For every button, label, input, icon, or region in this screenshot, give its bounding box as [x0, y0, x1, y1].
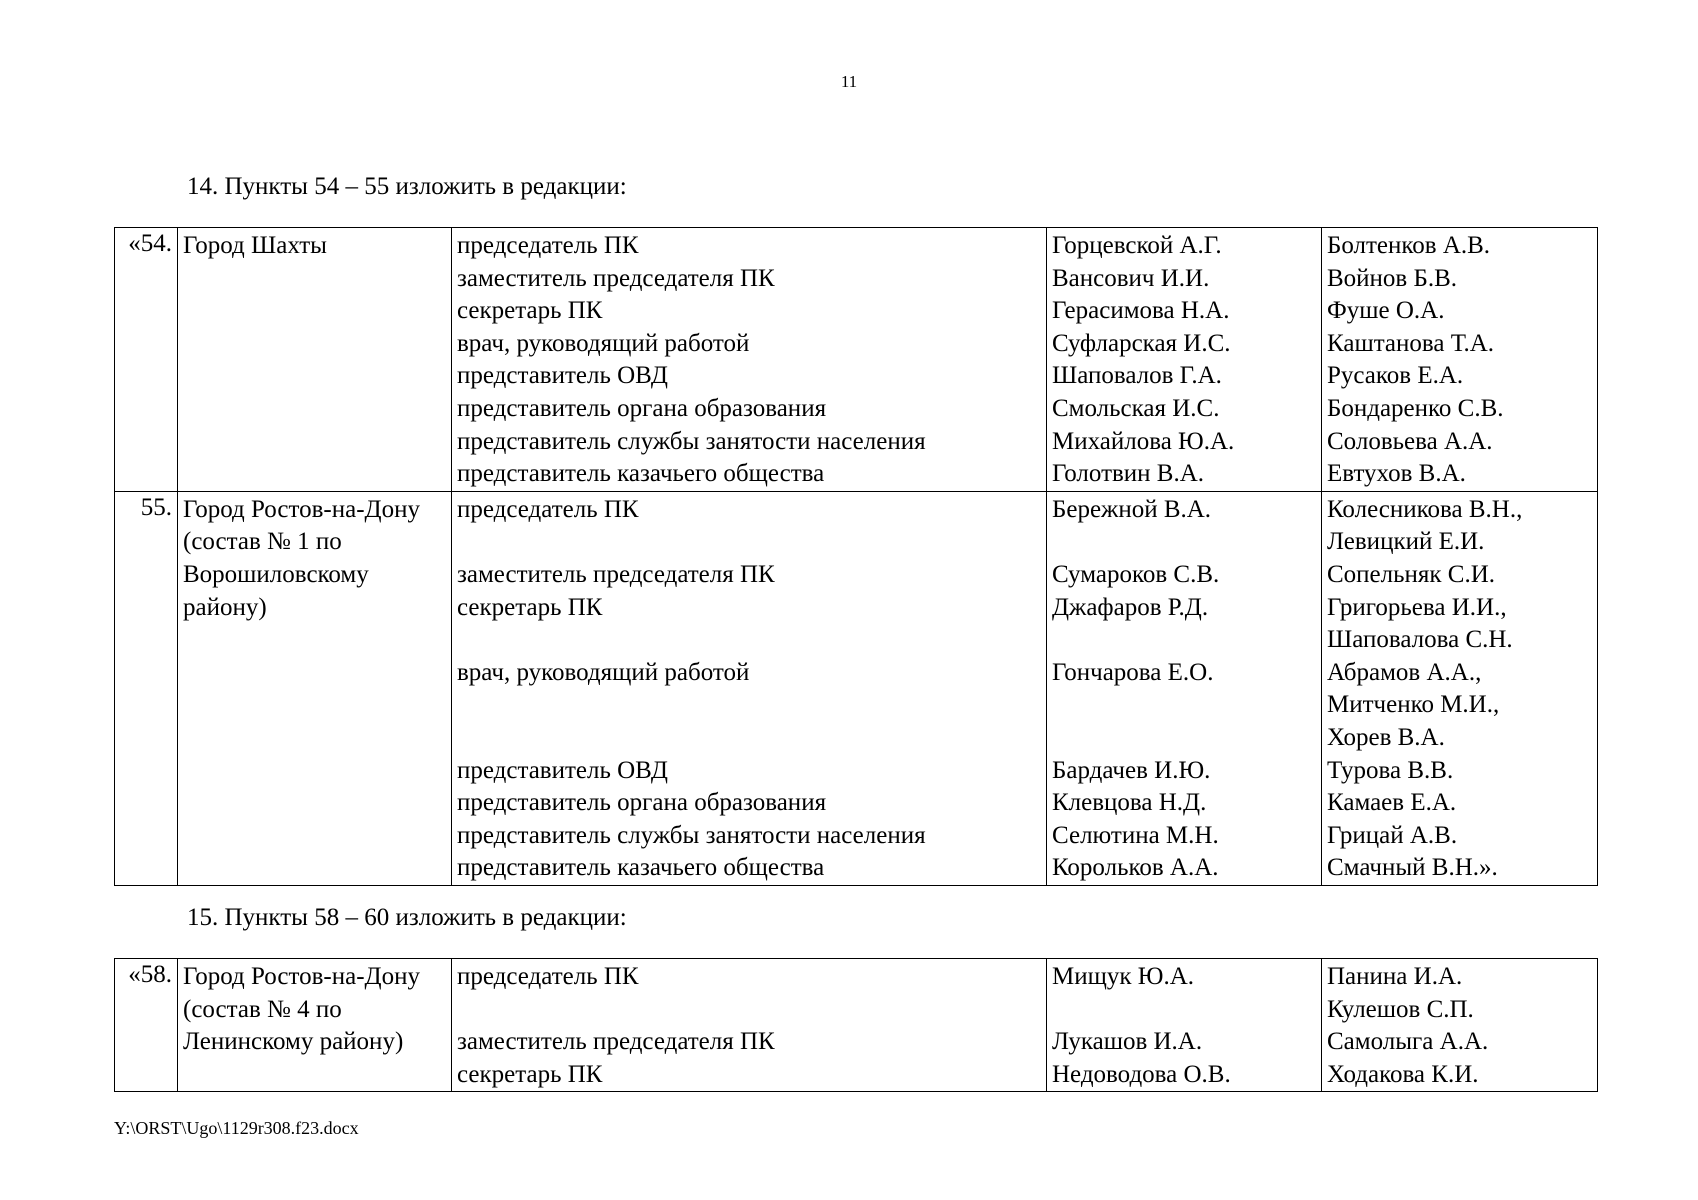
- role-text: представитель службы занятости населения: [457, 821, 926, 849]
- role-text: секретарь ПК: [457, 1060, 603, 1088]
- commission-table-1-body: [115, 228, 1598, 886]
- reserve-member: Камаев Е.А.: [1327, 789, 1457, 817]
- role-text: врач, руководящий работой: [457, 329, 750, 357]
- commission-table-2-body: [115, 959, 1598, 1092]
- main-member: Гончарова Е.О.: [1052, 658, 1214, 686]
- reserve-member: Войнов Б.В.: [1327, 264, 1458, 292]
- main-member: [1052, 624, 1316, 657]
- reserve-member: Шаповалова С.Н.: [1327, 626, 1513, 654]
- main-member: Шаповалов Г.А.: [1052, 362, 1222, 390]
- reserve-cell: [1322, 959, 1598, 1092]
- reserve-member: Панина И.А.: [1327, 963, 1463, 990]
- reserve-member: Самолыга А.А.: [1327, 1028, 1489, 1056]
- role-text: заместитель председателя ПК: [457, 560, 775, 588]
- city-cell: [178, 959, 452, 1092]
- item-number: «54.: [115, 228, 178, 492]
- role-text: секретарь ПК: [457, 297, 603, 325]
- reserve-member: Колесникова В.Н.,: [1327, 495, 1523, 523]
- role-text: [457, 722, 1041, 755]
- reserve-cell: [1322, 491, 1598, 885]
- role-text: представитель органа образования: [457, 394, 827, 422]
- main-member: Горцевской А.Г.: [1052, 232, 1222, 259]
- main-member: Лукашов И.А.: [1052, 1028, 1203, 1056]
- commission-row: [115, 959, 1598, 1092]
- main-member: Джафаров Р.Д.: [1052, 593, 1209, 621]
- item-number: 55.: [115, 491, 178, 885]
- role-text: секретарь ПК: [457, 593, 603, 621]
- role-text: представитель службы занятости населения: [457, 427, 926, 455]
- role-text: представитель органа образования: [457, 789, 827, 817]
- role-text: [457, 624, 1041, 657]
- reserve-member: Кулешов С.П.: [1327, 995, 1474, 1023]
- role-cell: [452, 228, 1047, 492]
- main-member: Недоводова О.В.: [1052, 1060, 1231, 1088]
- main-member: Смольская И.С.: [1052, 394, 1220, 422]
- reserve-member: Евтухов В.А.: [1327, 460, 1466, 488]
- role-text: председатель ПК: [457, 232, 639, 259]
- main-cell: [1047, 228, 1322, 492]
- reserve-member: Болтенков А.В.: [1327, 232, 1491, 259]
- city-name: Город Ростов-на-Дону (состав № 1 по Ворошиловскому району): [183, 495, 420, 621]
- reserve-member: Григорьева И.И.,: [1327, 593, 1507, 621]
- reserve-member: Турова В.В.: [1327, 756, 1454, 784]
- reserve-member: Грицай А.В.: [1327, 821, 1458, 849]
- main-member: [1052, 526, 1316, 559]
- commission-table-1: [114, 227, 1598, 886]
- section-14-heading: 14. Пункты 54 – 55 изложить в редакции:: [187, 173, 627, 200]
- reserve-member: Сопельняк С.И.: [1327, 560, 1496, 588]
- item-number: «58.: [115, 959, 178, 1092]
- reserve-member: Бондаренко С.В.: [1327, 394, 1504, 422]
- main-cell: [1047, 959, 1322, 1092]
- main-member: Селютина М.Н.: [1052, 821, 1219, 849]
- city-name: Город Шахты: [183, 232, 327, 259]
- main-member: Бардачев И.Ю.: [1052, 756, 1211, 784]
- role-text: представитель казачьего общества: [457, 854, 825, 882]
- role-text: председатель ПК: [457, 495, 639, 523]
- role-cell: [452, 959, 1047, 1092]
- reserve-member: Левицкий Е.И.: [1327, 528, 1485, 556]
- main-member: [1052, 994, 1316, 1027]
- commission-row: [115, 228, 1598, 492]
- footer-file-path: Y:\ORST\Ugo\1129r308.f23.docx: [114, 1118, 359, 1138]
- role-text: [457, 526, 1041, 559]
- main-member: Голотвин В.А.: [1052, 460, 1205, 488]
- role-text: [457, 994, 1041, 1027]
- section-15-heading: 15. Пункты 58 – 60 изложить в редакции:: [187, 904, 627, 931]
- role-text: заместитель председателя ПК: [457, 1028, 775, 1056]
- page-number: 11: [840, 72, 858, 91]
- reserve-member: Хорев В.А.: [1327, 723, 1445, 751]
- main-cell: [1047, 491, 1322, 885]
- main-member: Мищук Ю.А.: [1052, 963, 1195, 990]
- main-member: Суфларская И.С.: [1052, 329, 1231, 357]
- reserve-member: Митченко М.И.,: [1327, 691, 1500, 719]
- main-member: Михайлова Ю.А.: [1052, 427, 1235, 455]
- city-cell: [178, 491, 452, 885]
- main-member: Вансович И.И.: [1052, 264, 1210, 292]
- reserve-member: Смачный В.Н.».: [1327, 854, 1498, 882]
- main-member: Бережной В.А.: [1052, 495, 1212, 523]
- role-text: представитель ОВД: [457, 362, 668, 390]
- main-member: Сумароков С.В.: [1052, 560, 1220, 588]
- reserve-member: Фуше О.А.: [1327, 297, 1445, 325]
- main-member: [1052, 722, 1316, 755]
- city-name: Город Ростов-на-Дону (состав № 4 по Ленинскому району): [183, 963, 420, 1056]
- role-text: председатель ПК: [457, 963, 639, 990]
- role-text: врач, руководящий работой: [457, 658, 750, 686]
- role-text: представитель ОВД: [457, 756, 668, 784]
- city-cell: [178, 228, 452, 492]
- reserve-member: Абрамов А.А.,: [1327, 658, 1482, 686]
- role-text: представитель казачьего общества: [457, 460, 825, 488]
- reserve-member: Соловьева А.А.: [1327, 427, 1493, 455]
- role-text: [457, 689, 1041, 722]
- reserve-member: Каштанова Т.А.: [1327, 329, 1495, 357]
- commission-row: [115, 491, 1598, 885]
- main-member: [1052, 689, 1316, 722]
- main-member: Клевцова Н.Д.: [1052, 789, 1207, 817]
- commission-table-2: [114, 958, 1598, 1092]
- reserve-member: Русаков Е.А.: [1327, 362, 1464, 390]
- main-member: Герасимова Н.А.: [1052, 297, 1230, 325]
- reserve-cell: [1322, 228, 1598, 492]
- role-cell: [452, 491, 1047, 885]
- main-member: Корольков А.А.: [1052, 854, 1219, 882]
- role-text: заместитель председателя ПК: [457, 264, 775, 292]
- reserve-member: Ходакова К.И.: [1327, 1060, 1479, 1088]
